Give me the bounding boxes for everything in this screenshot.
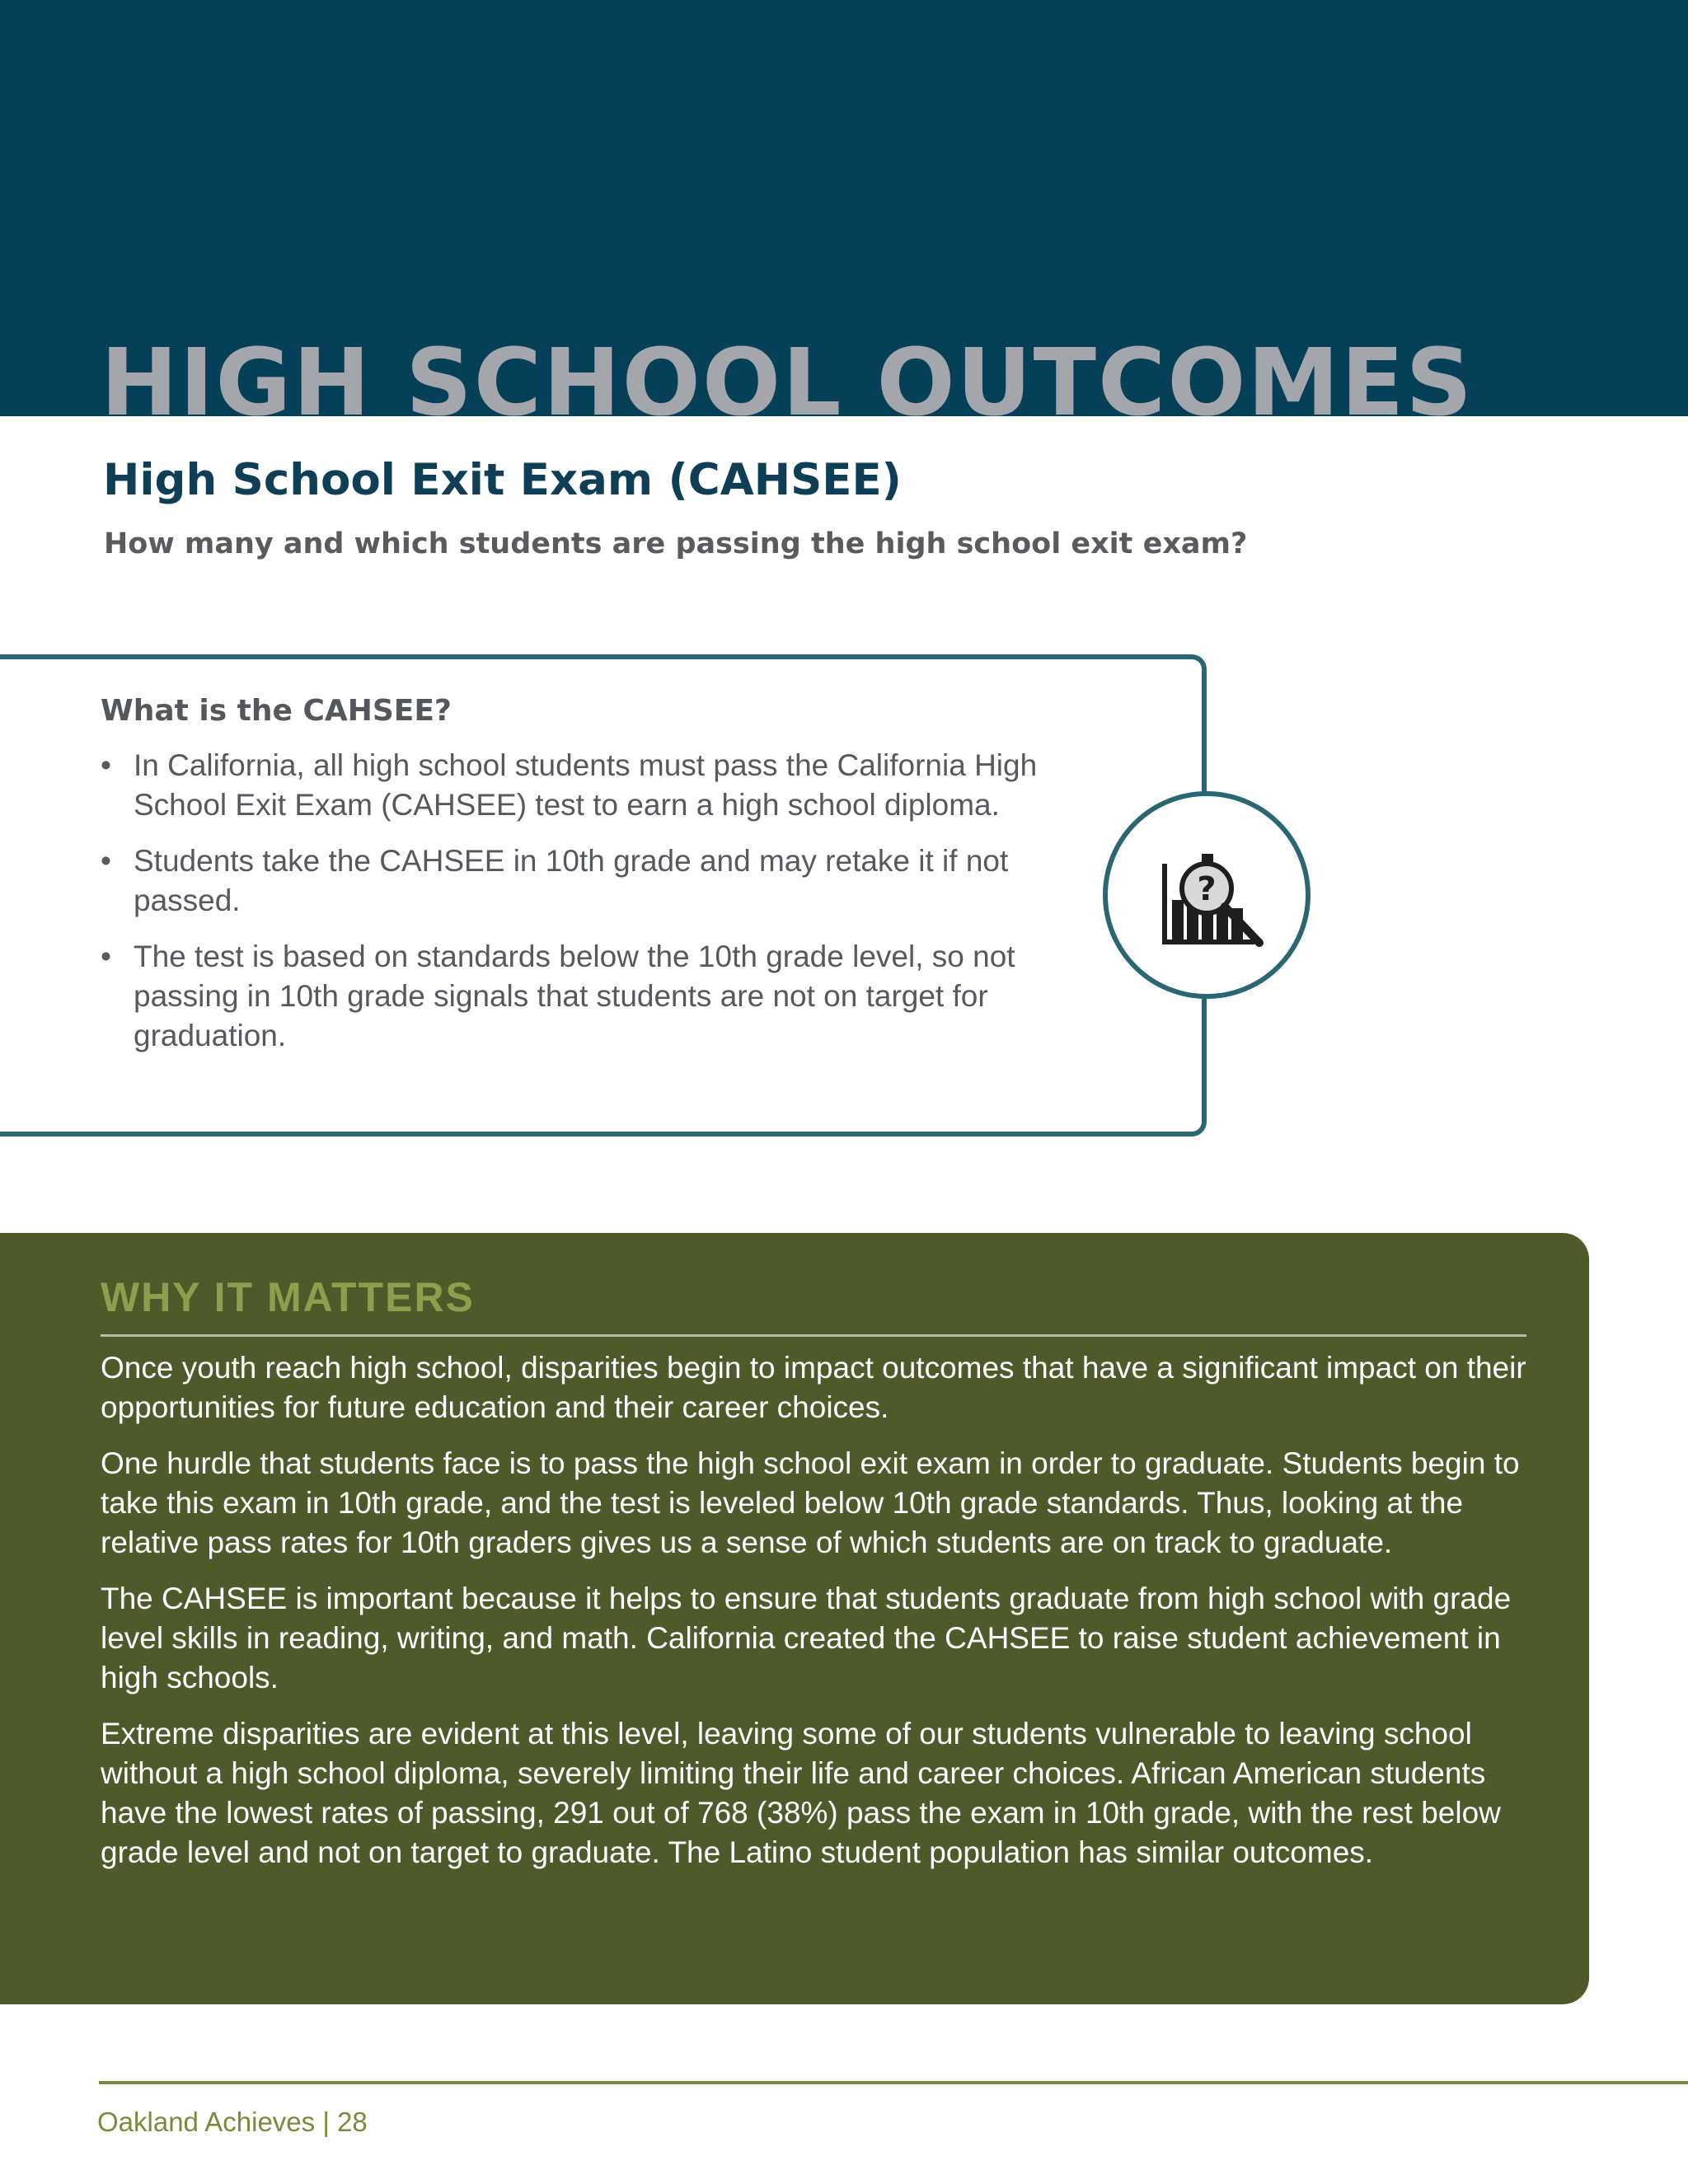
- bullet-icon: •: [101, 940, 111, 973]
- why-it-matters-title: WHY IT MATTERS: [101, 1274, 475, 1320]
- section-subhead: High School Exit Exam (CAHSEE): [103, 455, 902, 505]
- paragraph: Extreme disparities are evident at this level, leaving some of our students vulnerable to leaving school without a high school diploma, severely limiting their life and career choices. African American students have the lowest rates of passing, 291 out of 768 (38%) pass the exam in 10th grade, with the rest below grade level and not on target to graduate. The Latino student population has similar outcomes.: [101, 1717, 1501, 1869]
- info-box-heading: What is the CAHSEE?: [101, 694, 452, 728]
- list-item-text: In California, all high school students must pass the California High School Exit Exam (CAHSEE) test to earn a high school diploma.: [134, 748, 1038, 822]
- list-item-text: The test is based on standards below the 10th grade level, so not passing in 10th grade signals that students are not on target for graduation.: [134, 940, 1015, 1052]
- why-it-matters-body: [101, 1348, 1543, 1889]
- bullet-icon: •: [101, 844, 111, 878]
- why-it-matters-divider: [101, 1334, 1526, 1337]
- icon-badge: [1103, 791, 1311, 999]
- list-item: [101, 937, 1090, 1056]
- footer-page-label: Oakland Achieves | 28: [97, 2107, 368, 2137]
- page-title: HIGH SCHOOL OUTCOMES: [101, 330, 1475, 437]
- list-item: [101, 841, 1090, 921]
- magnifier-chart-question-icon: [1157, 846, 1266, 954]
- list-item-text: Students take the CAHSEE in 10th grade and may retake it if not passed.: [134, 844, 1009, 917]
- list-item: [101, 746, 1090, 825]
- question-mark-glyph: ?: [1197, 870, 1217, 908]
- section-question: How many and which students are passing the high school exit exam?: [104, 527, 1248, 560]
- info-box-list: [101, 746, 1090, 1072]
- paragraph: The CAHSEE is important because it helps to ensure that students graduate from high school with grade level skills in reading, writing, and math. California created the CAHSEE to raise student achievement in high schools.: [101, 1582, 1512, 1694]
- bullet-icon: •: [101, 748, 111, 782]
- paragraph: One hurdle that students face is to pass the high school exit exam in order to graduate. Students begin to take this exam in 10th grade, and the test is leveled below 10th grade standards. Thus, looking at the relative pass rates for 10th graders gives us a sense of which students are on track to graduate.: [101, 1446, 1520, 1559]
- footer-divider: [99, 2081, 1688, 2084]
- paragraph: Once youth reach high school, disparities begin to impact outcomes that have a significant impact on their opportunities for future education and their career choices.: [101, 1351, 1526, 1424]
